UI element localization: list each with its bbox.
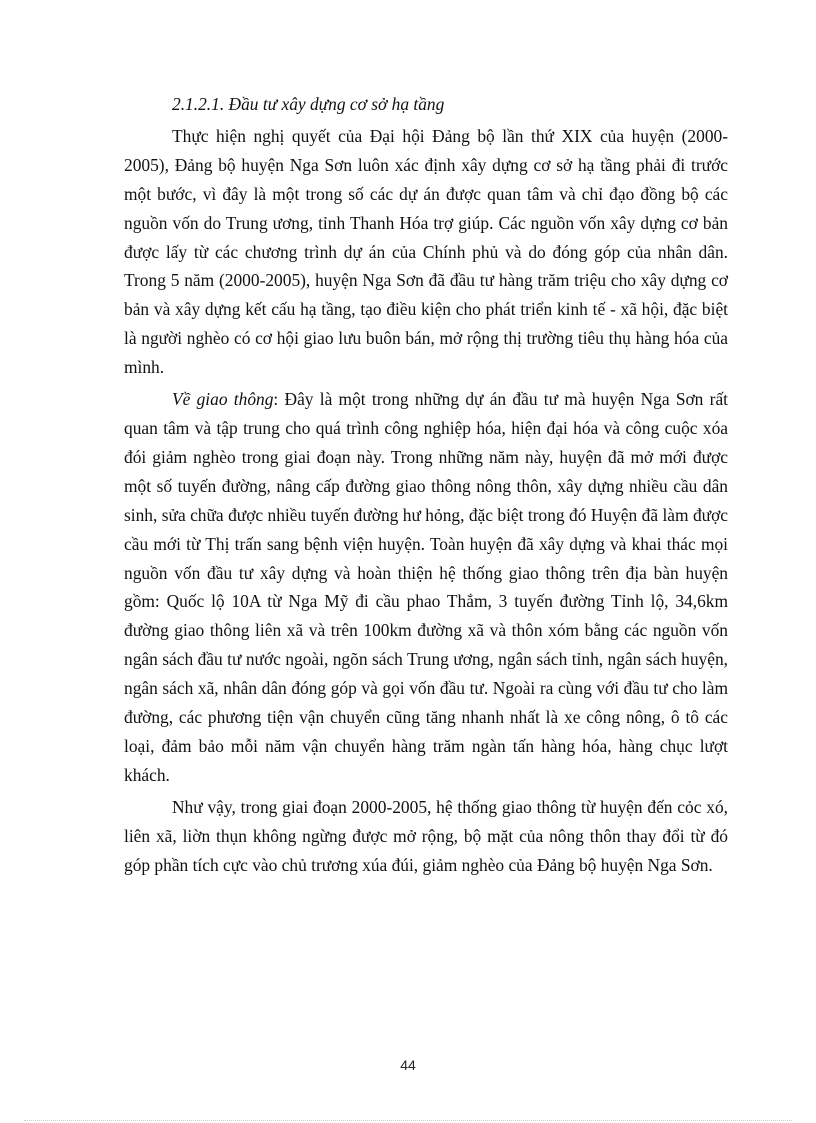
paragraph-infrastructure: Thực hiện nghị quyết của Đại hội Đảng bộ lần thứ XIX của huyện (2000-2005), Đảng bộ huyện Nga Sơn luôn xác định xây dựng cơ sở hạ tầng phải đi trước một bước, vì đây là một trong số các dự án được quan tâm và chỉ đạo đồng bộ các nguồn vốn do Trung ương, tỉnh Thanh Hóa trợ giúp. Các nguồn vốn xây dựng cơ bản được lấy từ các chương trình dự án của Chính phủ và do đóng góp của nhân dân. Trong 5 năm (2000-2005), huyện Nga Sơn đã đầu tư hàng trăm triệu cho xây dựng cơ bản và xây dựng kết cấu hạ tầng, tạo điều kiện cho phát triển kinh tế - xã hội, đặc biệt là người nghèo có cơ hội giao lưu buôn bán, mở rộng thị trường tiêu thụ hàng hóa của mình. [124, 125, 728, 378]
page-number: 44 [400, 1057, 416, 1073]
paragraph-transport [124, 385, 728, 790]
section-heading: 2.1.2.1. Đầu tư xây dựng cơ sở hạ tầng [172, 94, 445, 114]
paragraph-conclusion: Như vậy, trong giai đoạn 2000-2005, hệ thống giao thông từ huyện đến cỏc xó, liên xã, liờn thụn không ngừng được mở rộng, bộ mặt của nông thôn thay đổi từ đó góp phần tích cực vào chủ trương xúa đúi, giảm nghèo của Đảng bộ huyện Nga Sơn. [124, 796, 728, 875]
page-bottom-divider [24, 1120, 792, 1121]
paragraph-lead-transport: Về giao thông [172, 389, 274, 410]
paragraph-transport-text: : Đây là một trong những dự án đầu tư mà huyện Nga Sơn rất quan tâm và tập trung cho quá trình công nghiệp hóa, hiện đại hóa và công cuộc xóa đói giảm nghèo trong giai đoạn này. Trong những năm này, huyện đã mở mới được một số tuyến đường, nâng cấp đường giao thông nông thôn, xây dựng nhiều cầu dân sinh, sửa chữa được nhiều tuyến đường hư hỏng, đặc biệt trong đó Huyện đã làm được cầu mới từ Thị trấn sang bệnh viện huyện. Toàn huyện đã xây dựng và khai thác mọi nguồn vốn đầu tư xây dựng và hoàn thiện hệ thống giao thông trên địa bàn huyện gồm: Quốc lộ 10A từ Nga Mỹ đi cầu phao Thắm, 3 tuyến đường Tỉnh lộ, 34,6km đường giao thông liên xã và trên 100km đường xã và thôn xóm bằng các nguồn vốn ngân sách đầu tư nước ngoài, ngõn sách Trung ương, ngân sách tỉnh, ngân sách huyện, ngân sách xã, nhân dân đóng góp và gọi vốn đầu tư. Ngoài ra cùng với đầu tư cho làm đường, các phương tiện vận chuyển cũng tăng nhanh nhất là xe công nông, ô tô các loại, đảm bảo mỗi năm vận chuyển hàng trăm ngàn tấn hàng hóa, hàng chục lượt khách. [124, 389, 728, 785]
page-body [124, 90, 728, 882]
